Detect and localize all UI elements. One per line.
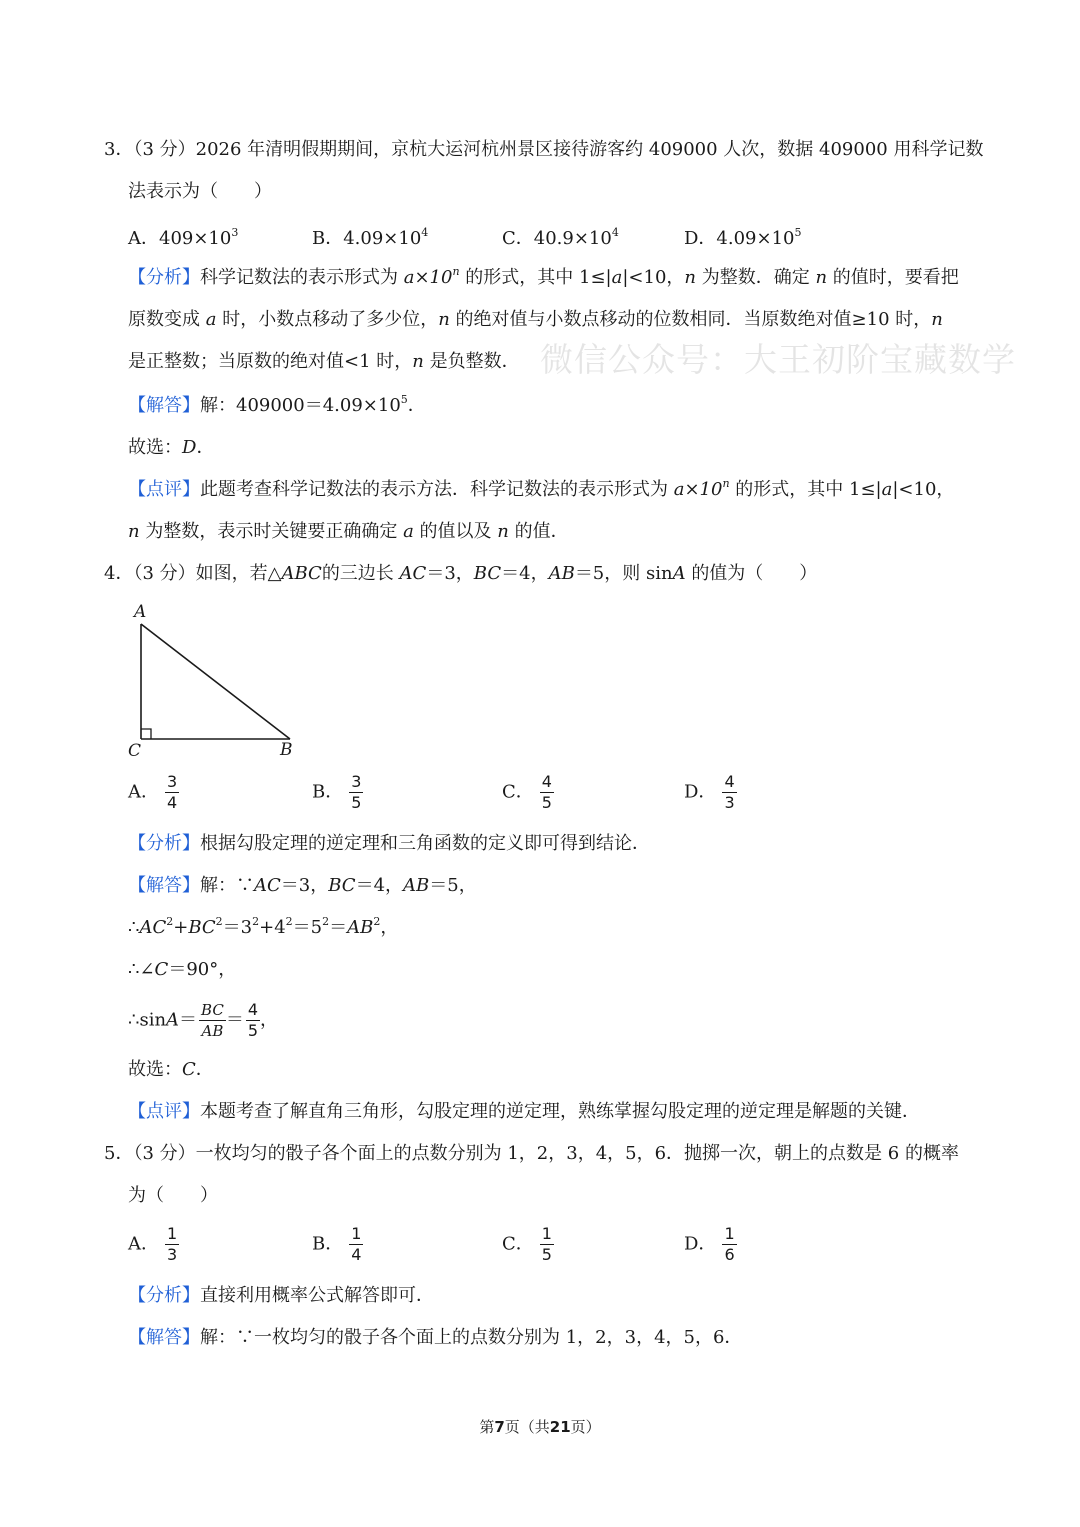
q4-option-d: D． $\frac{4}{3}$: [684, 772, 735, 812]
page-footer: 第7页（共21页）: [479, 1418, 601, 1436]
solution-tag: 【解答】: [128, 875, 200, 896]
q3-analysis-line1: 【分析】科学记数法的表示形式为 $a\times 10^n$ 的形式，其中 1≤|a|<10，n 为整数．确定 n 的值时，要看把: [128, 265, 959, 288]
q5-option-b: B． $\frac{1}{4}$: [312, 1224, 362, 1264]
q3-comment-line1: 【点评】此题考查科学记数法的表示方法．科学记数法的表示形式为 $a\times 10^n$ 的形式，其中 1≤|a|<10，: [128, 477, 955, 500]
q5-option-c: C． $\frac{1}{5}$: [502, 1224, 552, 1264]
q5-solution: 【解答】解：∵一枚均匀的骰子各个面上的点数分别为 1，2，3，4，5，6．: [128, 1327, 743, 1348]
q4-solution-step3: ∴∠C＝90°，: [128, 959, 237, 980]
solution-tag: 【解答】: [128, 1327, 200, 1348]
q4-option-c: C． $\frac{4}{5}$: [502, 772, 552, 812]
q3-option-b: B．$4.09\times 10^4$: [312, 226, 429, 249]
q3-solution: 【解答】解：$409000=4.09\times 10^5$．: [128, 393, 426, 416]
vertex-label-a: A: [134, 602, 147, 622]
right-triangle-figure: [120, 598, 310, 762]
q5-analysis: 【分析】直接利用概率公式解答即可．: [128, 1285, 434, 1306]
q4-stem: 4．（3 分）如图，若△ABC的三边长 AC＝3，BC＝4，AB＝5，则 sinA 的值为（ ）: [104, 563, 818, 584]
q5-option-d: D． $\frac{1}{6}$: [684, 1224, 735, 1264]
comment-tag: 【点评】: [128, 479, 200, 500]
q3-option-d: D．$4.09\times 10^5$: [684, 226, 802, 249]
q3-comment-line2: n 为整数，表示时关键要正确确定 a 的值以及 n 的值．: [128, 521, 569, 542]
q4-solution-step2: $\therefore AC^2+BC^2=3^2+4^2=5^2=AB^2$，: [128, 915, 399, 938]
watermark: 微信公众号：大王初阶宝藏数学: [540, 340, 1016, 379]
analysis-tag: 【分析】: [128, 1285, 200, 1306]
q3-analysis-line3: 是正整数；当原数的绝对值<1 时，n 是负整数．: [128, 351, 520, 372]
q4-option-b: B． $\frac{3}{5}$: [312, 772, 362, 812]
q4-solution-step1: 【解答】解：∵AC＝3，BC＝4，AB＝5，: [128, 875, 477, 896]
analysis-tag: 【分析】: [128, 267, 200, 288]
q3-stem-line2: 法表示为（ ）: [128, 181, 272, 202]
page-number: 7: [494, 1418, 505, 1436]
page-total: 21: [549, 1418, 571, 1436]
comment-tag: 【点评】: [128, 1101, 200, 1122]
q4-analysis: 【分析】根据勾股定理的逆定理和三角函数的定义即可得到结论．: [128, 833, 650, 854]
q4-comment: 【点评】本题考查了解直角三角形，勾股定理的逆定理，熟练掌握勾股定理的逆定理是解题的关键．: [128, 1101, 920, 1122]
q5-stem-line1: 5．（3 分）一枚均匀的骰子各个面上的点数分别为 1，2，3，4，5，6．抛掷一次，朝上的点数是 6 的概率: [104, 1143, 959, 1164]
q3-analysis-line2: 原数变成 a 时，小数点移动了多少位，n 的绝对值与小数点移动的位数相同．当原数绝对值≥10 时，n: [128, 309, 943, 330]
q5-stem-line2: 为（ ）: [128, 1185, 218, 1206]
q4-solution-step4: ∴sinA＝ $\frac{BC}{AB}$ ＝ $\frac{4}{5}$ ，: [128, 1000, 279, 1040]
right-angle-mark: [141, 729, 151, 739]
q3-option-a: A．$409\times 10^3$: [128, 226, 239, 249]
solution-tag: 【解答】: [128, 395, 200, 416]
vertex-label-c: C: [128, 741, 142, 761]
vertex-label-b: B: [280, 740, 293, 760]
q3-stem-line1: 3．（3 分）2026 年清明假期期间，京杭大运河杭州景区接待游客约 409000 人次，数据 409000 用科学记数: [104, 139, 984, 160]
analysis-tag: 【分析】: [128, 833, 200, 854]
q4-option-a: A． $\frac{3}{4}$: [128, 772, 178, 812]
q5-option-a: A． $\frac{1}{3}$: [128, 1224, 178, 1264]
side-ab: [141, 624, 290, 739]
q4-answer: 故选：C．: [128, 1059, 214, 1080]
q3-option-c: C．$40.9\times 10^4$: [502, 226, 619, 249]
q3-answer: 故选：D．: [128, 437, 215, 458]
